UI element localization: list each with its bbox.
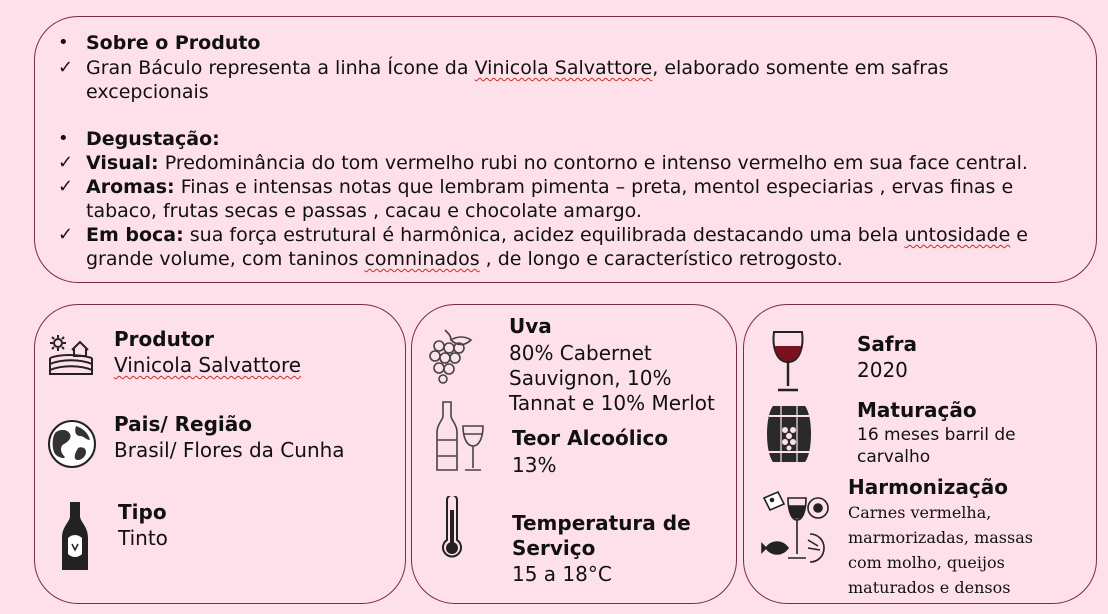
bullet: • <box>58 128 69 149</box>
boca-line2-suffix: , de longo e característico retrogosto. <box>479 248 843 270</box>
producer-label: Produtor <box>114 327 214 351</box>
pairing-label: Harmonização <box>848 475 1008 499</box>
pairing-line-1: Carnes vermelha, <box>848 503 992 522</box>
about-line-1 <box>86 56 949 80</box>
aging-label: Maturação <box>857 398 977 422</box>
aromas-line-2: tabaco, frutas secas e passas , cacau e chocolate amargo. <box>86 200 642 222</box>
pairing-line-4: maturados e densos <box>848 578 1011 597</box>
region-value: Brasil/ Flores da Cunha <box>114 438 345 462</box>
food-pairing-icon <box>760 488 832 576</box>
grapes-icon <box>427 328 475 384</box>
vintage-label: Safra <box>857 332 917 356</box>
type-label: Tipo <box>118 500 167 524</box>
boca-underlined-word: untosidade <box>904 224 1011 246</box>
check-icon: ✓ <box>58 176 74 197</box>
visual-text: Predominância do tom vermelho rubi no contorno e intenso vermelho em sua face central. <box>158 152 1028 174</box>
vintage-value: 2020 <box>857 358 908 382</box>
check-icon: ✓ <box>58 224 74 245</box>
boca-text: sua força estrutural é harmônica, acidez equilibrada destacando uma bela <box>183 224 905 246</box>
temperature-value: 15 a 18°C <box>512 562 612 586</box>
bottle-glass-icon <box>435 400 487 474</box>
check-icon: ✓ <box>58 57 74 78</box>
boca-line2-underlined-word: comninados <box>364 248 480 270</box>
globe-icon <box>46 418 98 470</box>
winery-name: Vinicola Salvattore <box>474 57 653 79</box>
about-text-suffix: , elaborado somente em safras <box>652 57 949 79</box>
type-value: Tinto <box>118 526 168 550</box>
producer-value <box>114 353 301 377</box>
region-label: Pais/ Região <box>114 412 253 436</box>
tasting-title: Degustação: <box>86 128 220 150</box>
boca-line-2 <box>86 247 843 271</box>
aging-line-1: 16 meses barril de <box>857 425 1016 445</box>
grape-label: Uva <box>509 314 552 338</box>
about-line-2: excepcionais <box>86 81 209 103</box>
thermometer-icon <box>439 496 465 562</box>
boca-text-suffix: e <box>1010 224 1028 246</box>
visual-line <box>86 151 1028 175</box>
alcohol-value: 13% <box>512 453 557 477</box>
temperature-label-1: Temperatura de <box>512 511 691 535</box>
wine-bottle-icon <box>60 500 90 574</box>
about-title: Sobre o Produto <box>86 32 261 54</box>
check-icon: ✓ <box>58 152 74 173</box>
aromas-text: Finas e intensas notas que lembram pimenta – preta, mentol especiarias , ervas finas e <box>174 176 1014 198</box>
producer-name: Vinicola Salvattore <box>114 353 302 377</box>
grape-line-3: Tannat e 10% Merlot <box>509 391 715 415</box>
alcohol-label: Teor Alcoólico <box>512 426 669 450</box>
pairing-line-2: marmorizadas, massas <box>848 528 1033 547</box>
farm-icon <box>48 334 94 376</box>
visual-label: Visual: <box>86 152 159 174</box>
boca-line <box>86 223 1028 247</box>
wine-glass-icon <box>770 330 806 394</box>
pairing-line-3: com molho, queijos <box>848 553 1005 572</box>
bullet: • <box>58 32 69 53</box>
aromas-label: Aromas: <box>86 176 175 198</box>
grape-line-1: 80% Cabernet <box>509 341 652 365</box>
boca-line2-text: grande volume, com taninos <box>86 248 365 270</box>
aging-line-2: carvalho <box>857 447 931 467</box>
temperature-label-2: Serviço <box>512 536 596 560</box>
grape-line-2: Sauvignon, 10% <box>509 366 672 390</box>
boca-label: Em boca: <box>86 224 184 246</box>
aromas-line <box>86 175 1013 199</box>
barrel-icon <box>765 404 813 464</box>
about-text: Gran Báculo representa a linha Ícone da <box>86 57 475 79</box>
